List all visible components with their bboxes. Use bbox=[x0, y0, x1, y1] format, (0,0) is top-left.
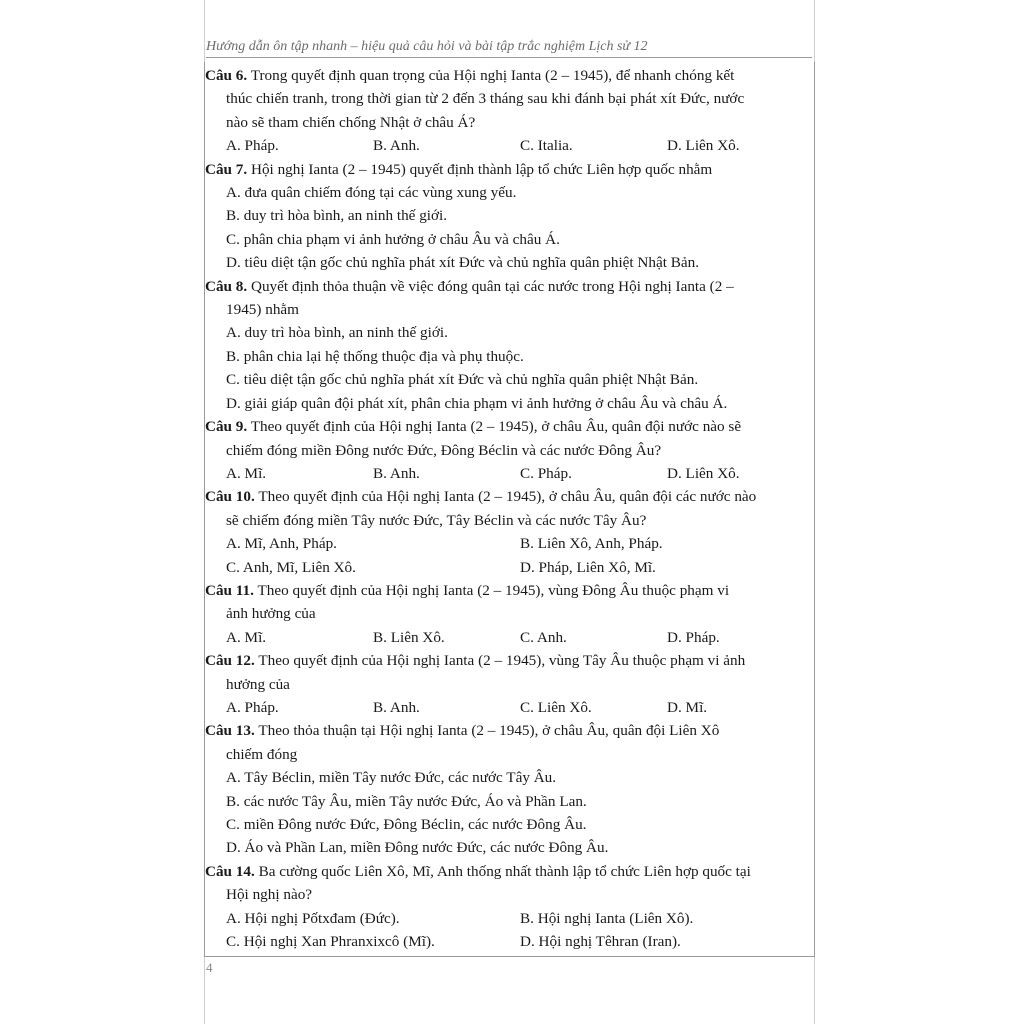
question-block bbox=[204, 62, 815, 957]
options-row bbox=[205, 626, 814, 649]
question-label: Câu 12. bbox=[205, 652, 255, 670]
option-b[interactable]: B. Liên Xô, Anh, Pháp. bbox=[520, 535, 663, 553]
option-d[interactable]: D. giải giáp quân đội phát xít, phân chia phạm vi ảnh hưởng ở châu Âu và châu Á. bbox=[226, 394, 728, 412]
question-10 bbox=[205, 485, 814, 579]
question-label: Câu 9. bbox=[205, 418, 248, 436]
options-row bbox=[205, 930, 814, 953]
option-d[interactable]: D. Pháp. bbox=[667, 628, 720, 646]
question-11 bbox=[205, 579, 814, 649]
options-row bbox=[205, 556, 814, 579]
option-b[interactable]: B. Liên Xô. bbox=[373, 628, 445, 646]
option-d[interactable]: D. Pháp, Liên Xô, Mĩ. bbox=[520, 558, 656, 576]
question-9 bbox=[205, 415, 814, 485]
options-row bbox=[205, 462, 814, 485]
options-row bbox=[205, 532, 814, 555]
question-stem bbox=[205, 860, 814, 883]
question-label: Câu 6. bbox=[205, 67, 248, 84]
option-a[interactable]: A. duy trì hòa bình, an ninh thế giới. bbox=[226, 324, 448, 342]
option-c[interactable]: C. phân chia phạm vi ảnh hưởng ở châu Âu và châu Á. bbox=[226, 230, 560, 248]
running-header: Hướng dẫn ôn tập nhanh – hiệu quả câu hỏi và bài tập trắc nghiệm Lịch sử 12 bbox=[206, 39, 812, 58]
stem-continuation: chiếm đóng miền Đông nước Đức, Đông Béclin và các nước Đông Âu? bbox=[226, 441, 662, 459]
option-b[interactable]: B. Anh. bbox=[373, 137, 420, 155]
stem-line: Theo quyết định của Hội nghị Ianta (2 – 1945), ở châu Âu, quân đội các nước nào bbox=[258, 488, 757, 506]
option-d[interactable]: D. tiêu diệt tận gốc chủ nghĩa phát xít Đức và chủ nghĩa quân phiệt Nhật Bản. bbox=[226, 254, 700, 272]
question-14 bbox=[205, 860, 814, 954]
stem-continuation: chiếm đóng bbox=[226, 745, 298, 763]
question-stem bbox=[205, 649, 814, 672]
options-row bbox=[205, 696, 814, 719]
option-c[interactable]: C. Pháp. bbox=[520, 464, 572, 482]
stem-continuation: 1945) nhằm bbox=[226, 301, 299, 319]
option-c[interactable]: C. Liên Xô. bbox=[520, 698, 592, 716]
stem-continuation: ảnh hưởng của bbox=[226, 605, 316, 623]
question-stem bbox=[205, 275, 814, 298]
option-c[interactable]: C. Italia. bbox=[520, 137, 573, 155]
question-7 bbox=[205, 158, 814, 275]
stem-line: Theo quyết định của Hội nghị Ianta (2 – 1945), ở châu Âu, quân đội nước nào sẽ bbox=[250, 418, 742, 436]
stem-line: Theo quyết định của Hội nghị Ianta (2 – 1945), vùng Tây Âu thuộc phạm vi ảnh bbox=[258, 652, 746, 670]
option-b[interactable]: B. Anh. bbox=[373, 464, 420, 482]
options-row bbox=[205, 134, 814, 157]
option-c[interactable]: C. Hội nghị Xan Phranxixcô (Mĩ). bbox=[226, 933, 435, 951]
question-stem bbox=[205, 485, 814, 508]
question-label: Câu 13. bbox=[205, 722, 255, 740]
stem-line: Theo quyết định của Hội nghị Ianta (2 – 1945), vùng Đông Âu thuộc phạm vi bbox=[257, 581, 730, 599]
option-a[interactable]: A. Hội nghị Pốtxđam (Đức). bbox=[226, 909, 400, 927]
question-stem bbox=[205, 719, 814, 742]
option-a[interactable]: A. Mĩ. bbox=[226, 464, 267, 482]
option-b[interactable]: B. phân chia lại hệ thống thuộc địa và phụ thuộc. bbox=[226, 347, 524, 365]
stem-continuation: thúc chiến tranh, trong thời gian từ 2 đến 3 tháng sau khi đánh bại phát xít Đức, nước bbox=[226, 90, 745, 108]
question-stem bbox=[205, 415, 814, 438]
option-d[interactable]: D. Liên Xô. bbox=[667, 464, 740, 482]
question-8 bbox=[205, 275, 814, 415]
option-d[interactable]: D. Hội nghị Têhran (Iran). bbox=[520, 933, 681, 951]
option-c[interactable]: C. tiêu diệt tận gốc chủ nghĩa phát xít Đức và chủ nghĩa quân phiệt Nhật Bản. bbox=[226, 371, 699, 389]
option-d[interactable]: D. Áo và Phần Lan, miền Đông nước Đức, các nước Đông Âu. bbox=[226, 839, 609, 857]
option-a[interactable]: A. Tây Béclin, miền Tây nước Đức, các nước Tây Âu. bbox=[226, 769, 557, 787]
question-stem bbox=[205, 158, 814, 181]
option-a[interactable]: A. đưa quân chiếm đóng tại các vùng xung yếu. bbox=[226, 184, 517, 202]
option-a[interactable]: A. Pháp. bbox=[226, 137, 279, 155]
question-6 bbox=[205, 64, 814, 158]
question-label: Câu 10. bbox=[205, 488, 255, 506]
stem-line: Theo thỏa thuận tại Hội nghị Ianta (2 – 1945), ở châu Âu, quân đội Liên Xô bbox=[258, 722, 720, 740]
question-label: Câu 8. bbox=[205, 277, 248, 295]
question-12 bbox=[205, 649, 814, 719]
question-label: Câu 11. bbox=[205, 581, 254, 599]
stem-line: Quyết định thỏa thuận về việc đóng quân tại các nước trong Hội nghị Ianta (2 – bbox=[251, 277, 734, 295]
option-d[interactable]: D. Mĩ. bbox=[667, 698, 708, 716]
option-a[interactable]: A. Pháp. bbox=[226, 698, 279, 716]
option-c[interactable]: C. Anh, Mĩ, Liên Xô. bbox=[226, 558, 356, 576]
option-b[interactable]: B. duy trì hòa bình, an ninh thế giới. bbox=[226, 207, 448, 225]
question-stem bbox=[205, 64, 814, 87]
option-b[interactable]: B. Hội nghị Ianta (Liên Xô). bbox=[520, 909, 694, 927]
stem-continuation: sẽ chiếm đóng miền Tây nước Đức, Tây Béclin và các nước Tây Âu? bbox=[226, 511, 647, 529]
options-row bbox=[205, 907, 814, 930]
question-stem bbox=[205, 579, 814, 602]
option-c[interactable]: C. Anh. bbox=[520, 628, 567, 646]
stem-continuation: hưởng của bbox=[226, 675, 290, 693]
question-13 bbox=[205, 719, 814, 859]
stem-line: Trong quyết định quan trọng của Hội nghị Ianta (2 – 1945), để nhanh chóng kết bbox=[250, 67, 735, 84]
stem-line: Hội nghị Ianta (2 – 1945) quyết định thành lập tổ chức Liên hợp quốc nhằm bbox=[251, 160, 713, 178]
option-b[interactable]: B. Anh. bbox=[373, 698, 420, 716]
option-d[interactable]: D. Liên Xô. bbox=[667, 137, 740, 155]
stem-continuation: Hội nghị nào? bbox=[226, 886, 313, 904]
question-label: Câu 14. bbox=[205, 862, 255, 880]
option-a[interactable]: A. Mĩ. bbox=[226, 628, 267, 646]
stem-line: Ba cường quốc Liên Xô, Mĩ, Anh thống nhất thành lập tổ chức Liên hợp quốc tại bbox=[258, 862, 751, 880]
page-number: 4 bbox=[206, 960, 213, 975]
option-a[interactable]: A. Mĩ, Anh, Pháp. bbox=[226, 535, 337, 553]
option-c[interactable]: C. miền Đông nước Đức, Đông Béclin, các nước Đông Âu. bbox=[226, 816, 587, 833]
question-label: Câu 7. bbox=[205, 160, 248, 178]
option-b[interactable]: B. các nước Tây Âu, miền Tây nước Đức, Áo và Phần Lan. bbox=[226, 792, 587, 810]
stem-continuation: nào sẽ tham chiến chống Nhật ở châu Á? bbox=[226, 113, 476, 131]
